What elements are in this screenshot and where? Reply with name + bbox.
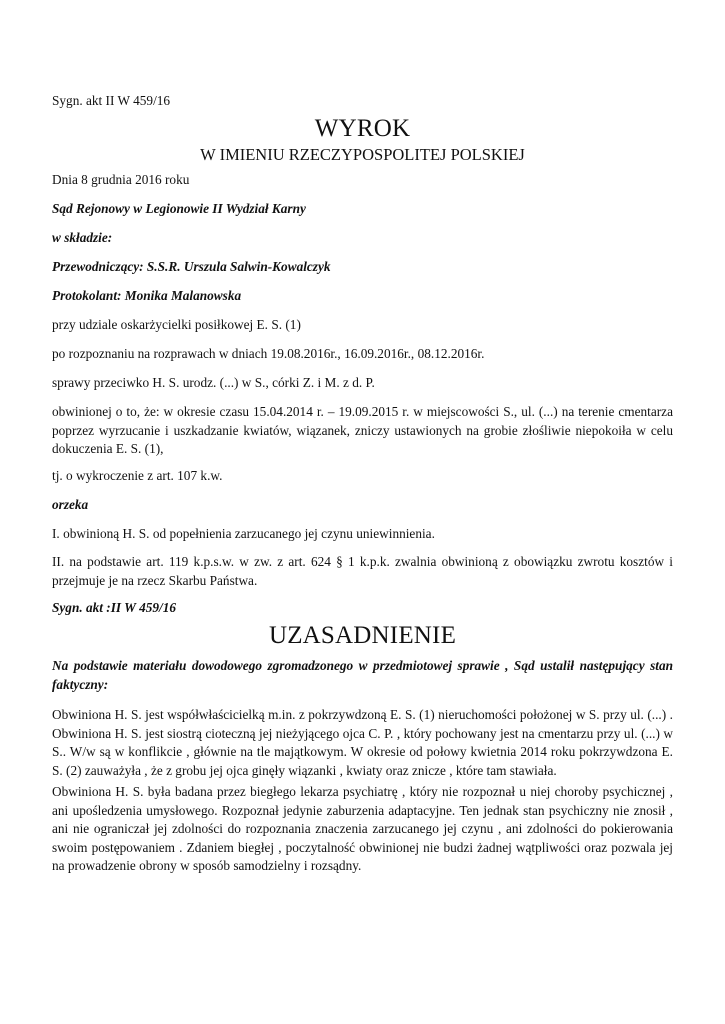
hearing-dates: po rozpoznaniu na rozprawach w dniach 19.08.2016r., 16.09.2016r., 08.12.2016r. [52, 346, 485, 361]
case-signature: Sygn. akt II W 459/16 [52, 93, 171, 108]
court-clerk: Protokolant: Monika Malanowska [52, 288, 242, 303]
ruling-item-1: I. obwinioną H. S. od popełnienia zarzucanego jej czynu uniewinnienia. [52, 526, 435, 541]
ruling-item-2: II. na podstawie art. 119 k.p.s.w. w zw. z art. 624 § 1 k.p.k. zwalnia obwinioną z obowiązku zwrotu kosztów i przejmuje je na rzecz Skarbu Państwa. [52, 554, 673, 588]
verdict-title: WYROK [314, 115, 411, 142]
composition-label: w składzie: [52, 230, 113, 245]
rules-label: orzeka [52, 497, 89, 512]
justification-paragraph-1: Obwiniona H. S. jest współwłaścicielką m.in. z pokrzywdzoną E. S. (1) nieruchomości położonej w S. przy ul. (...) . Obwiniona H. S. jest siostrą cioteczną jej nieżyjącego ojca C. P. , który pochowany jest na cmentarzu przy ul. (...) w S.. W/w są w konflikcie , głównie na tle majątkowym. W okresie od połowy kwietnia 2014 roku pokrzywdzona E. S. (2) zauważyła , że z grobu jej ojca ginęły wiązanki , kwiaty oraz znicze , które tam stawiała. [52, 707, 673, 778]
offence-text: tj. o wykroczenie z art. 107 k.w. [52, 468, 223, 483]
justification-signature: Sygn. akt :II W 459/16 [52, 600, 177, 615]
verdict-subtitle: W IMIENIU RZECZYPOSPOLITEJ POLSKIEJ [200, 145, 525, 164]
prosecutor-line: przy udziale oskarżycielki posiłkowej E. S. (1) [52, 317, 301, 332]
charge-text: obwinionej o to, że: w okresie czasu 15.04.2014 r. – 19.09.2015 r. w miejscowości S., ul. (...) na terenie cmentarza poprzez wyrzucanie i uszkadzanie kwiatów, wiązanek, zniczy ustawionych na grobie złośliwie niepokoiła w celu dokuczenia E. S. (1), [52, 404, 673, 457]
justification-intro: Na podstawie materiału dowodowego zgromadzonego w przedmiotowej sprawie , Sąd ustalił następujący stan faktyczny: [52, 658, 673, 692]
verdict-date: Dnia 8 grudnia 2016 roku [52, 172, 190, 187]
court-name: Sąd Rejonowy w Legionowie II Wydział Karny [52, 201, 306, 216]
justification-paragraph-2: Obwiniona H. S. była badana przez biegłego lekarza psychiatrę , który nie rozpoznał u niej choroby psychicznej , ani upośledzenia umysłowego. Rozpoznał jedynie zaburzenia adaptacyjne. Ten jednak stan psychiczny nie znosił , ani nie ograniczał jej zdolności do rozpoznania znaczenia zarzucanego jej czynu , ani zdolności do pokierowania swoim postępowaniem . Zdaniem biegłej , poczytalność obwinionej nie budzi żadnej wątpliwości oraz pozwala jej na prowadzenie obrony w sposób samodzielny i rozsądny. [52, 784, 673, 874]
chair-judge: Przewodniczący: S.S.R. Urszula Salwin-Kowalczyk [52, 259, 331, 274]
case-against: sprawy przeciwko H. S. urodz. (...) w S., córki Z. i M. z d. P. [52, 375, 375, 390]
justification-title: UZASADNIENIE [268, 622, 457, 649]
